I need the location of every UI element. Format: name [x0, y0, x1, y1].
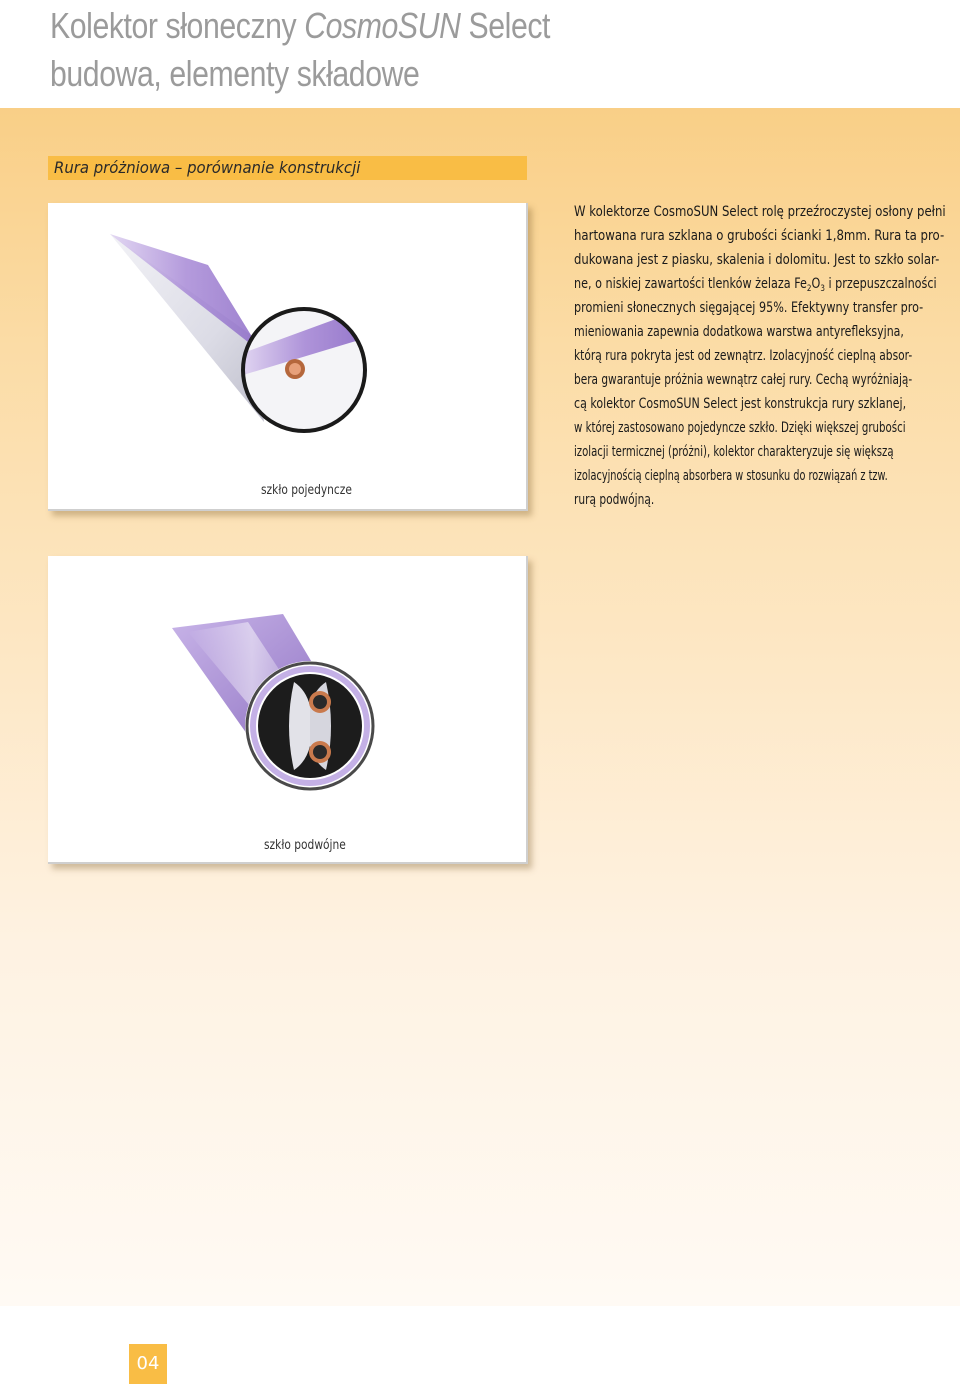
- section-title: Rura próżniowa – porównanie konstrukcji: [54, 158, 361, 177]
- section-header-bar: [48, 156, 527, 180]
- figure-caption: szkło podwójne: [264, 838, 346, 853]
- text-line: rurą podwójną.: [574, 492, 655, 508]
- text-line: mieniowania zapewnia dodatkowa warstwa antyrefleksyjna,: [574, 324, 904, 340]
- text-line: promieni słonecznych sięgającej 95%. Efektywny transfer pro-: [574, 300, 924, 316]
- double-glass-tube-illustration: [48, 556, 526, 862]
- figure-double-glass: [48, 556, 528, 864]
- text-line: izolacyjnością cieplną absorbera w stosunku do rozwiązań z tzw.: [574, 468, 888, 484]
- u-pipe-bottom-inner: [313, 745, 327, 759]
- single-glass-tube-illustration: [48, 203, 526, 509]
- figure-caption: szkło pojedyncze: [261, 483, 352, 498]
- page-header: [0, 0, 960, 108]
- heat-pipe-inner: [289, 363, 301, 375]
- text-line-formula: ne, o niskiej zawartości tlenków żelaza $Fe_2O_3$ i przepuszczalności: [574, 276, 937, 294]
- description-text: [574, 200, 960, 508]
- u-pipe-top-inner: [313, 695, 327, 709]
- figure-single-glass: [48, 203, 528, 511]
- text-line: W kolektorze CosmoSUN Select rolę przeźroczystej osłony pełni: [574, 204, 946, 220]
- text-line: hartowana rura szklana o grubości ścianki 1,8mm. Rura ta pro-: [574, 228, 945, 244]
- text-line: którą rura pokryta jest od zewnątrz. Izolacyjność cieplną absor-: [574, 348, 913, 364]
- brand-name: CosmoSUN: [304, 5, 461, 46]
- text-line: izolacji termicznej (próżni), kolektor charakteryzuje się większą: [574, 444, 894, 460]
- text-line: bera gwarantuje próżnia wewnątrz całej rury. Cechą wyróżniają-: [574, 372, 913, 388]
- text-line: w której zastosowano pojedyncze szkło. Dzięki większej grubości: [574, 420, 906, 436]
- page-subtitle: budowa, elementy składowe: [50, 53, 420, 94]
- page-number-badge: 04: [129, 1344, 167, 1384]
- text-line: cą kolektor CosmoSUN Select jest konstrukcja rury szklanej,: [574, 396, 907, 412]
- text-line: dukowana jest z piasku, skalenia i dolomitu. Jest to szkło solar-: [574, 252, 940, 268]
- page-title: Kolektor słoneczny CosmoSUN Select budowa, elementy składowe: [50, 5, 551, 94]
